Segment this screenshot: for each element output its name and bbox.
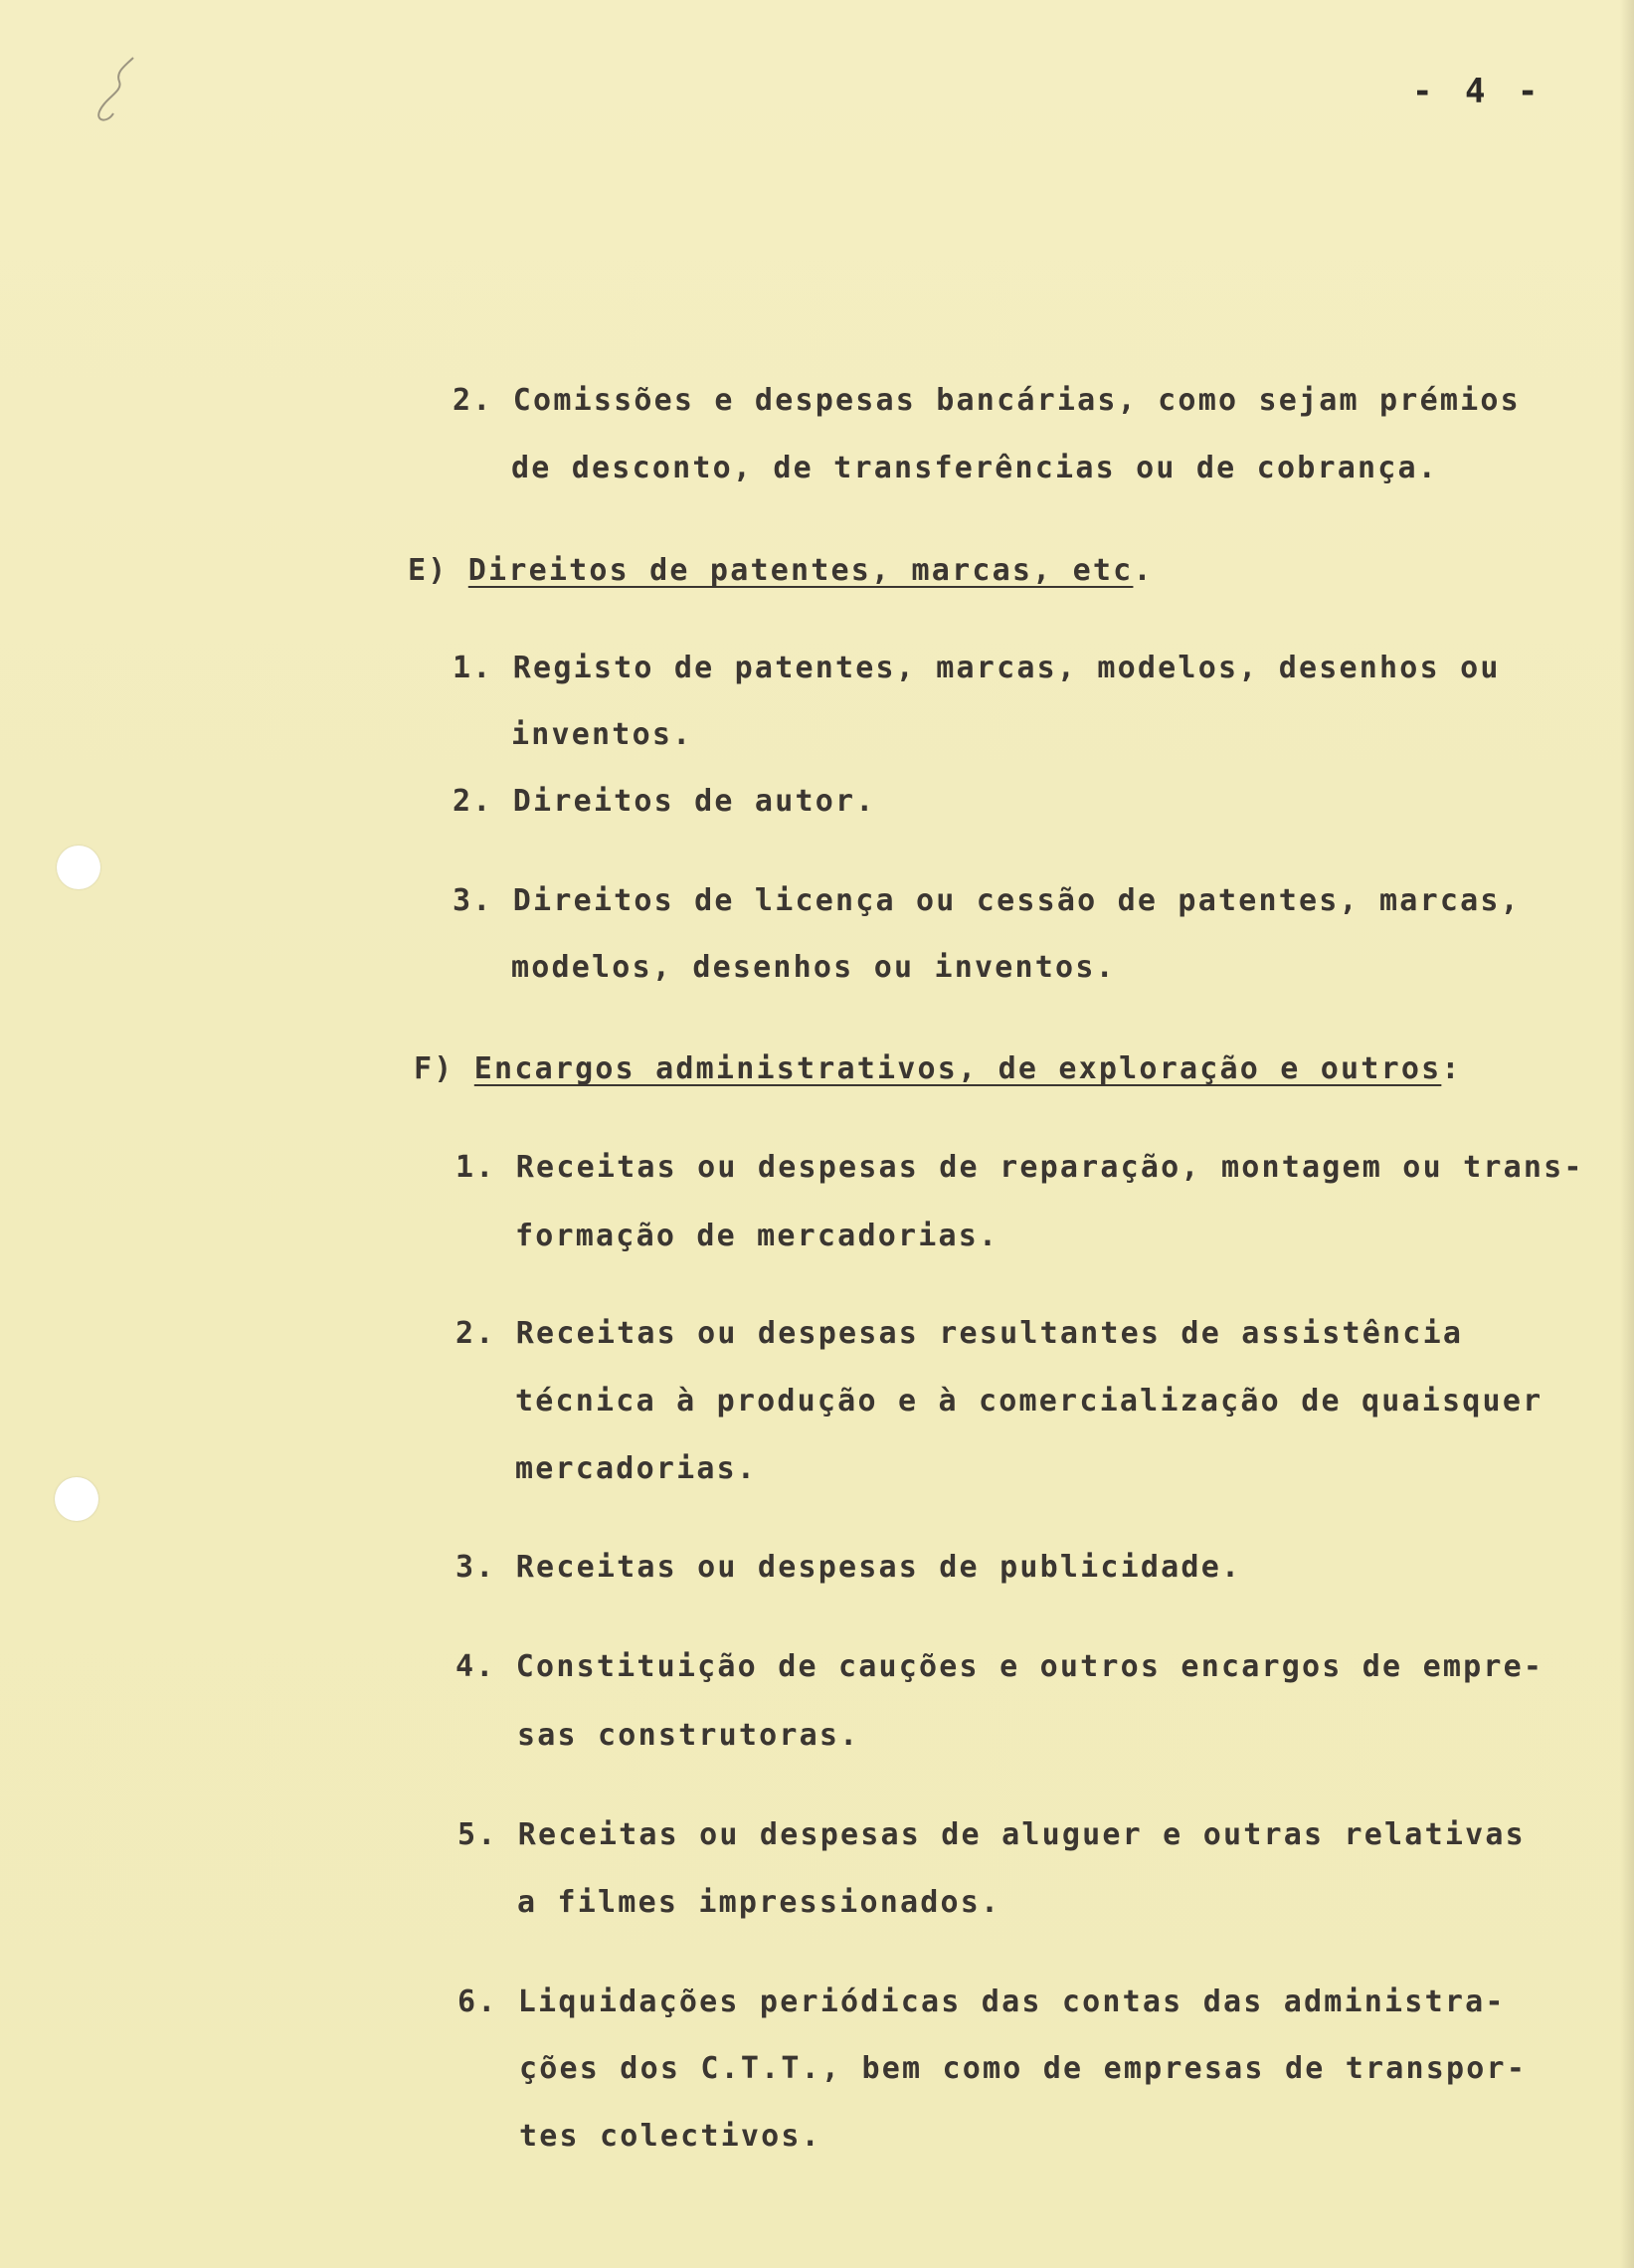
section-e-item-1-line-1 [453,651,1501,685]
section-f-item-2-line-1 [455,1316,1463,1351]
pencil-mark-icon [86,52,155,131]
section-f-item-1-line-2: formação de mercadorias. [515,1219,999,1253]
page-number: - 4 - [1412,72,1544,111]
item-number: 2. [455,1316,496,1351]
item-text: Direitos de autor. [512,784,876,819]
item-text: Comissões e despesas bancárias, como sejam prémios [512,383,1521,418]
item-number: 2. [453,784,493,819]
section-f-item-2-line-3: mercadorias. [515,1451,758,1486]
section-title-end: . [1133,553,1154,588]
page-edge-shadow [1620,0,1634,2268]
section-letter: E) [408,553,449,588]
section-e-item-2-line-1 [453,784,876,819]
item-number: 2. [453,383,493,418]
section-f-item-6-line-2: ções dos C.T.T., bem como de empresas de transpor- [519,2051,1528,2086]
section-e-item-3-line-1 [453,883,1521,918]
section-title: Encargos administrativos, de exploração e outros [473,1051,1442,1086]
item-text: Constituição de cauções e outros encargos de empre- [515,1649,1544,1684]
item-text: Receitas ou despesas de reparação, montagem ou trans- [515,1150,1584,1185]
section-f-item-2-line-2: técnica à produção e à comercialização de quaisquer [515,1384,1543,1418]
section-f-heading [414,1051,1462,1086]
section-f-item-4-line-1 [455,1649,1543,1684]
item-text: Direitos de licença ou cessão de patentes, marcas, [512,883,1521,918]
item-number: 5. [457,1817,498,1852]
item-number: 3. [453,883,493,918]
section-f-item-6-line-3: tes colectivos. [519,2119,821,2154]
item-number: 4. [455,1649,496,1684]
item-text: Receitas ou despesas de publicidade. [515,1550,1242,1585]
section-title-end: : [1441,1051,1462,1086]
item-2-line-2: de desconto, de transferências ou de cobrança. [511,451,1439,485]
punch-hole-bottom [55,1477,98,1521]
item-number: 3. [455,1550,496,1585]
section-f-item-3-line-1 [455,1550,1241,1585]
item-text: Liquidações periódicas das contas das administra- [517,1984,1506,2019]
item-number: 1. [453,651,493,685]
section-e-item-3-line-2: modelos, desenhos ou inventos. [511,950,1116,985]
section-title: Direitos de patentes, marcas, etc [467,553,1134,588]
section-f-item-5-line-1 [457,1817,1526,1852]
section-f-item-5-line-2: a filmes impressionados. [517,1885,1001,1920]
punch-hole-top [57,846,100,889]
section-letter: F) [414,1051,454,1086]
section-f-item-6-line-1 [457,1984,1506,2019]
section-e-item-1-line-2: inventos. [511,717,693,752]
item-text: Registo de patentes, marcas, modelos, desenhos ou [512,651,1501,685]
section-f-item-4-line-2: sas construtoras. [517,1718,860,1753]
item-number: 6. [457,1984,498,2019]
section-f-item-1-line-1 [455,1150,1584,1185]
section-e-heading [408,553,1154,588]
item-text: Receitas ou despesas de aluguer e outras relativas [517,1817,1526,1852]
item-text: Receitas ou despesas resultantes de assistência [515,1316,1464,1351]
item-2-line-1 [453,383,1521,418]
item-number: 1. [455,1150,496,1185]
